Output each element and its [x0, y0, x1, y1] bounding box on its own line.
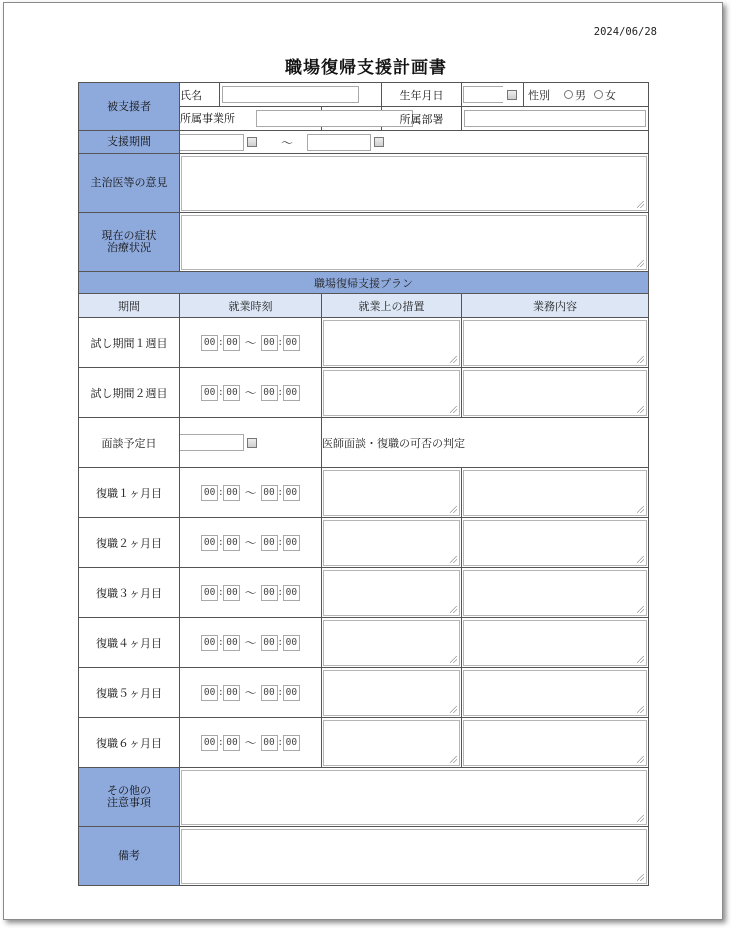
work-hours: 00 : 00 ～ 00 : 00 [180, 568, 322, 618]
row-period-label: 復職２ヶ月目 [79, 518, 180, 568]
start-minute-input[interactable]: 00 [223, 485, 240, 501]
resize-grip-icon[interactable] [450, 506, 457, 513]
remarks-textarea[interactable] [181, 829, 647, 884]
end-minute-input[interactable]: 00 [283, 335, 300, 351]
work-hours: 00 : 00 ～ 00 : 00 [180, 718, 322, 768]
work-hours: 00 : 00 ～ 00 : 00 [180, 368, 322, 418]
row-period-label: 復職４ヶ月目 [79, 618, 180, 668]
duties-textarea[interactable] [463, 720, 647, 766]
work-hours: 00 : 00 ～ 00 : 00 [180, 518, 322, 568]
female-label: 女 [605, 88, 616, 102]
start-hour-input[interactable]: 00 [201, 685, 218, 701]
table-row [79, 568, 649, 618]
start-hour-input[interactable]: 00 [201, 535, 218, 551]
duties-textarea[interactable] [463, 670, 647, 716]
dept-input[interactable] [464, 110, 646, 127]
end-minute-input[interactable]: 00 [283, 585, 300, 601]
end-minute-input[interactable]: 00 [283, 685, 300, 701]
plan-form-table [78, 82, 649, 886]
resize-grip-icon[interactable] [450, 356, 457, 363]
col-period-header: 期間 [79, 294, 180, 318]
end-hour-input[interactable]: 00 [261, 735, 278, 751]
resize-grip-icon[interactable] [637, 874, 644, 881]
dept-label: 所属部署 [382, 107, 462, 131]
resize-grip-icon[interactable] [450, 656, 457, 663]
birth-label: 生年月日 [382, 83, 462, 107]
name-label: 氏名 [180, 83, 220, 107]
row-period-label: 復職６ヶ月目 [79, 718, 180, 768]
resize-grip-icon[interactable] [637, 556, 644, 563]
other-notes-textarea[interactable] [181, 770, 647, 825]
resize-grip-icon[interactable] [450, 756, 457, 763]
duties-textarea[interactable] [463, 320, 647, 366]
office-label: 所属事業所 [180, 107, 322, 131]
measures-textarea[interactable] [323, 320, 460, 366]
start-hour-input[interactable]: 00 [201, 335, 218, 351]
doctor-opinion-label: 主治医等の意見 [79, 154, 180, 213]
support-period-label: 支援期間 [79, 131, 180, 154]
start-minute-input[interactable]: 00 [223, 335, 240, 351]
end-hour-input[interactable]: 00 [261, 535, 278, 551]
row-period-label: 試し期間２週目 [79, 368, 180, 418]
period-tilde: ～ [281, 135, 294, 150]
table-row [79, 618, 649, 668]
start-hour-input[interactable]: 00 [201, 735, 218, 751]
resize-grip-icon[interactable] [637, 506, 644, 513]
end-hour-input[interactable]: 00 [261, 485, 278, 501]
page-title: 職場復帰支援計画書 [285, 58, 447, 78]
resize-grip-icon[interactable] [637, 606, 644, 613]
end-minute-input[interactable]: 00 [283, 735, 300, 751]
resize-grip-icon[interactable] [637, 201, 644, 208]
measures-textarea[interactable] [323, 370, 460, 416]
table-row [79, 318, 649, 368]
duties-textarea[interactable] [463, 620, 647, 666]
start-hour-input[interactable]: 00 [201, 635, 218, 651]
work-hours: 00 : 00 ～ 00 : 00 [180, 318, 322, 368]
start-hour-input[interactable]: 00 [201, 385, 218, 401]
work-hours: 00 : 00 ～ 00 : 00 [180, 468, 322, 518]
period-end-input[interactable] [307, 134, 371, 151]
end-hour-input[interactable]: 00 [261, 635, 278, 651]
row-period-label: 復職５ヶ月目 [79, 668, 180, 718]
table-row [79, 368, 649, 418]
end-hour-input[interactable]: 00 [261, 385, 278, 401]
measures-textarea[interactable] [323, 520, 460, 566]
interview-calendar-icon[interactable] [247, 438, 257, 448]
subject-label: 被支援者 [79, 83, 180, 131]
start-minute-input[interactable]: 00 [223, 735, 240, 751]
symptoms-textarea[interactable] [181, 215, 647, 270]
period-end-calendar-icon[interactable] [374, 137, 384, 147]
other-notes-label: その他の 注意事項 [79, 768, 180, 827]
resize-grip-icon[interactable] [637, 756, 644, 763]
table-row [79, 668, 649, 718]
remarks-label: 備考 [79, 827, 180, 886]
duties-textarea[interactable] [463, 470, 647, 516]
resize-grip-icon[interactable] [637, 356, 644, 363]
row-period-label: 試し期間１週目 [79, 318, 180, 368]
duties-textarea[interactable] [463, 570, 647, 616]
start-hour-input[interactable]: 00 [201, 585, 218, 601]
work-hours: 00 : 00 ～ 00 : 00 [180, 618, 322, 668]
measures-textarea[interactable] [323, 670, 460, 716]
end-hour-input[interactable]: 00 [261, 585, 278, 601]
gender-label: 性別 [528, 88, 550, 102]
start-minute-input[interactable]: 00 [223, 685, 240, 701]
male-label: 男 [575, 88, 586, 102]
measures-textarea[interactable] [323, 720, 460, 766]
office-input[interactable] [256, 110, 413, 127]
male-radio[interactable] [564, 90, 573, 99]
end-minute-input[interactable]: 00 [283, 485, 300, 501]
birth-calendar-icon[interactable] [507, 90, 517, 100]
resize-grip-icon[interactable] [450, 706, 457, 713]
measures-textarea[interactable] [323, 570, 460, 616]
doctor-opinion-textarea[interactable] [181, 156, 647, 211]
symptoms-label: 現在の症状 治療状況 [79, 213, 180, 272]
col-measures-header: 就業上の措置 [322, 294, 462, 318]
interview-date-input[interactable] [180, 434, 244, 451]
end-hour-input[interactable]: 00 [261, 335, 278, 351]
resize-grip-icon[interactable] [637, 406, 644, 413]
resize-grip-icon[interactable] [450, 606, 457, 613]
measures-textarea[interactable] [323, 620, 460, 666]
resize-grip-icon[interactable] [450, 406, 457, 413]
measures-textarea[interactable] [323, 470, 460, 516]
interview-date-label: 面談予定日 [79, 418, 180, 468]
end-minute-input[interactable]: 00 [283, 535, 300, 551]
start-minute-input[interactable]: 00 [223, 635, 240, 651]
end-minute-input[interactable]: 00 [283, 635, 300, 651]
name-input[interactable] [222, 86, 359, 103]
col-duties-header: 業務内容 [462, 294, 649, 318]
col-hours-header: 就業時刻 [180, 294, 322, 318]
period-start-calendar-icon[interactable] [247, 137, 257, 147]
resize-grip-icon[interactable] [637, 656, 644, 663]
start-minute-input[interactable]: 00 [223, 535, 240, 551]
table-row [79, 718, 649, 768]
resize-grip-icon[interactable] [450, 556, 457, 563]
plan-section-header: 職場復帰支援プラン [79, 272, 649, 294]
duties-textarea[interactable] [463, 370, 647, 416]
table-row [79, 518, 649, 568]
female-radio[interactable] [594, 90, 603, 99]
end-hour-input[interactable]: 00 [261, 685, 278, 701]
period-start-input[interactable] [180, 134, 244, 151]
resize-grip-icon[interactable] [637, 815, 644, 822]
document-date: 2024/06/28 [593, 26, 657, 38]
row-period-label: 復職３ヶ月目 [79, 568, 180, 618]
start-minute-input[interactable]: 00 [223, 385, 240, 401]
interview-note: 医師面談・復職の可否の判定 [322, 418, 649, 468]
table-row [79, 468, 649, 518]
resize-grip-icon[interactable] [637, 260, 644, 267]
end-minute-input[interactable]: 00 [283, 385, 300, 401]
start-hour-input[interactable]: 00 [201, 485, 218, 501]
duties-textarea[interactable] [463, 520, 647, 566]
birth-input[interactable] [463, 86, 503, 103]
work-hours: 00 : 00 ～ 00 : 00 [180, 668, 322, 718]
start-minute-input[interactable]: 00 [223, 585, 240, 601]
resize-grip-icon[interactable] [637, 706, 644, 713]
row-period-label: 復職１ヶ月目 [79, 468, 180, 518]
